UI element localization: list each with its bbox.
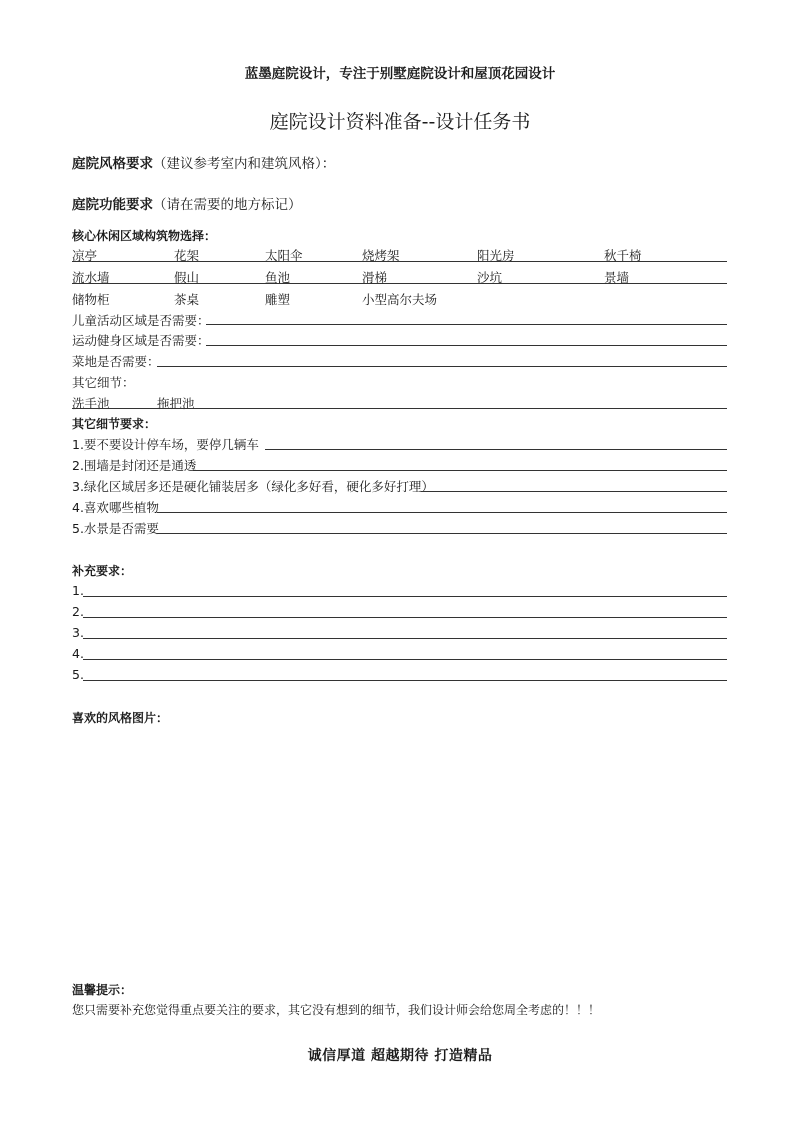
fitness-area-label: 运动健身区域是否需要： — [72, 333, 210, 348]
detail-plants-fill-line[interactable] — [157, 512, 727, 513]
option-slide[interactable]: 滑梯 — [362, 270, 388, 285]
detail-greening: 3.绿化区域居多还是硬化铺装居多（绿化多好看，硬化多好打理） — [72, 479, 434, 494]
option-swing-chair[interactable]: 秋千椅 — [604, 248, 642, 263]
details-heading: 其它细节要求： — [72, 417, 157, 431]
option-sunroom[interactable]: 阳光房 — [477, 248, 515, 263]
tips-text: 您只需要补充您觉得重点要关注的要求，其它没有想到的细节，我们设计师会给您周全考虑的！！！ — [72, 1003, 601, 1017]
supplement-number: 1. — [72, 583, 84, 598]
page-title: 庭院设计资料准备--设计任务书 — [269, 111, 531, 133]
style-requirement-note: （建议参考室内和建筑风格）： — [153, 156, 336, 172]
detail-parking: 1.要不要设计停车场，要停几辆车 — [72, 437, 259, 452]
option-rockery[interactable]: 假山 — [174, 270, 200, 285]
grid-line — [72, 408, 727, 409]
kids-area-label: 儿童活动区域是否需要： — [72, 313, 210, 328]
style-images-heading: 喜欢的风格图片： — [72, 711, 169, 725]
detail-wall: 2.围墙是封闭还是通透 — [72, 458, 197, 473]
option-storage-cabinet[interactable]: 储物柜 — [72, 292, 110, 307]
option-feature-wall[interactable]: 景墙 — [604, 270, 630, 285]
fitness-area-fill-line[interactable] — [206, 345, 727, 346]
supplement-heading: 补充要求： — [72, 564, 133, 578]
detail-greening-fill-line[interactable] — [421, 491, 727, 492]
grid-line — [72, 261, 727, 262]
vegetable-garden-label: 菜地是否需要： — [72, 354, 160, 369]
style-requirement — [72, 152, 335, 172]
option-sandpit[interactable]: 沙坑 — [477, 270, 503, 285]
option-fish-pond[interactable]: 鱼池 — [265, 270, 291, 285]
vegetable-garden-fill-line[interactable] — [157, 366, 727, 367]
option-trellis[interactable]: 花架 — [174, 248, 200, 263]
detail-wall-fill-line[interactable] — [193, 470, 727, 471]
supplement-number: 5. — [72, 667, 84, 682]
tips-heading: 温馨提示： — [72, 983, 133, 997]
option-water-wall[interactable]: 流水墙 — [72, 270, 110, 285]
grid-line — [72, 283, 727, 284]
option-pavilion[interactable]: 凉亭 — [72, 248, 98, 263]
supplement-fill-line[interactable] — [83, 680, 727, 681]
supplement-fill-line[interactable] — [83, 659, 727, 660]
option-parasol[interactable]: 太阳伞 — [265, 248, 303, 263]
supplement-fill-line[interactable] — [83, 596, 727, 597]
company-banner: 蓝墨庭院设计，专注于别墅庭院设计和屋顶花园设计 — [244, 66, 556, 82]
detail-plants: 4.喜欢哪些植物 — [72, 500, 159, 515]
function-requirement-label: 庭院功能要求 — [72, 197, 153, 213]
option-mini-golf[interactable]: 小型高尔夫场 — [362, 292, 438, 307]
option-hand-basin[interactable]: 洗手池 — [72, 396, 110, 411]
detail-parking-fill-line[interactable] — [265, 449, 727, 450]
supplement-fill-line[interactable] — [83, 638, 727, 639]
supplement-number: 3. — [72, 625, 84, 640]
detail-water-feature: 5.水景是否需要 — [72, 521, 159, 536]
other-details-label: 其它细节： — [72, 375, 135, 390]
function-requirement — [72, 193, 302, 213]
option-mop-sink[interactable]: 拖把池 — [157, 396, 195, 411]
style-requirement-label: 庭院风格要求 — [72, 156, 153, 172]
supplement-number: 2. — [72, 604, 84, 619]
option-tea-table[interactable]: 茶桌 — [174, 292, 200, 307]
option-bbq-grill[interactable]: 烧烤架 — [362, 248, 400, 263]
supplement-fill-line[interactable] — [83, 617, 727, 618]
core-area-heading: 核心休闲区域构筑物选择： — [72, 229, 217, 243]
option-sculpture[interactable]: 雕塑 — [265, 292, 291, 307]
footer-slogan: 诚信厚道 超越期待 打造精品 — [307, 1048, 493, 1064]
kids-area-fill-line[interactable] — [206, 324, 727, 325]
function-requirement-note: （请在需要的地方标记） — [153, 197, 302, 213]
supplement-number: 4. — [72, 646, 84, 661]
detail-water-feature-fill-line[interactable] — [157, 533, 727, 534]
